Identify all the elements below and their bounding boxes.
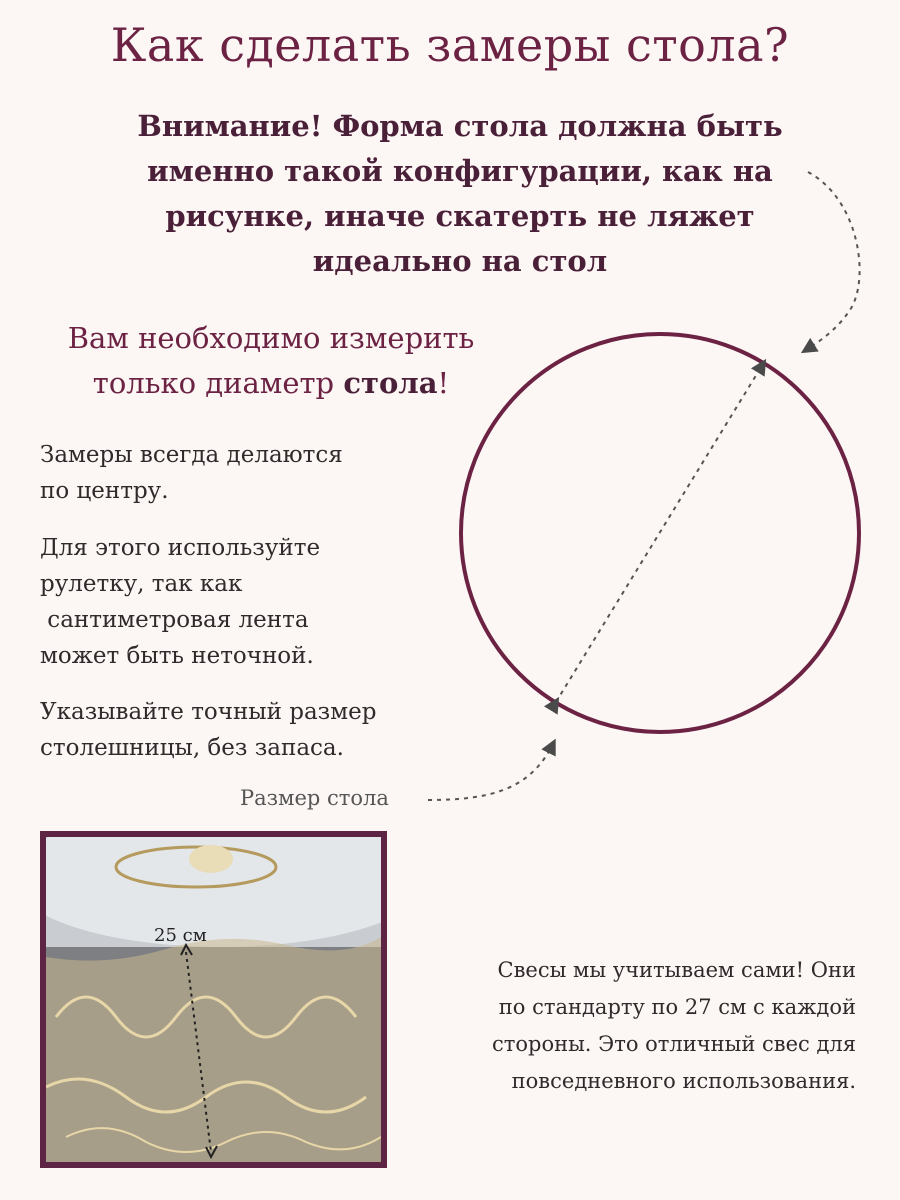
- measure-line-2-bold: стола: [343, 366, 438, 400]
- warning-line: рисунке, иначе скатерть не ляжет: [165, 199, 755, 233]
- note-line: Замеры всегда делаются: [40, 442, 343, 468]
- overhang-line: Свесы мы учитываем сами! Они: [497, 958, 856, 982]
- note-line: Указывайте точный размер: [40, 699, 377, 725]
- warning-line: Внимание! Форма стола должна быть: [137, 109, 783, 143]
- warning-line: именно такой конфигурации, как на: [147, 154, 773, 188]
- measure-line-2-suffix: !: [437, 366, 450, 400]
- note-line: по центру.: [40, 478, 169, 504]
- overhang-line: стороны. Это отличный свес для: [491, 1032, 856, 1056]
- note-line: может быть неточной.: [40, 643, 314, 669]
- pointer-arrow-caption: [428, 744, 553, 800]
- tablecloth-illustration: [46, 837, 381, 1162]
- diagram-caption: Размер стола: [240, 786, 389, 810]
- note-line: рулетку, так как: [40, 571, 243, 597]
- overhang-text: [420, 952, 856, 1100]
- overhang-line: по стандарту по 27 см с каждой: [498, 995, 856, 1019]
- note-line: столешницы, без запаса.: [40, 735, 344, 761]
- note-line: Для этого используйте: [40, 535, 321, 561]
- measure-line-2-prefix: только диаметр: [92, 366, 344, 400]
- overhang-label: 25 см: [154, 925, 207, 946]
- measure-line-1: Вам необходимо измерить: [67, 321, 475, 355]
- tablecloth-photo: [40, 831, 387, 1168]
- pointer-arrow-top: [806, 172, 860, 350]
- overhang-line: повседневного использования.: [511, 1069, 856, 1093]
- note-line: сантиметровая лента: [40, 607, 309, 633]
- page-title: Как сделать замеры стола?: [110, 18, 790, 72]
- diameter-line: [556, 364, 763, 702]
- warning-line: идеально на стол: [312, 244, 608, 278]
